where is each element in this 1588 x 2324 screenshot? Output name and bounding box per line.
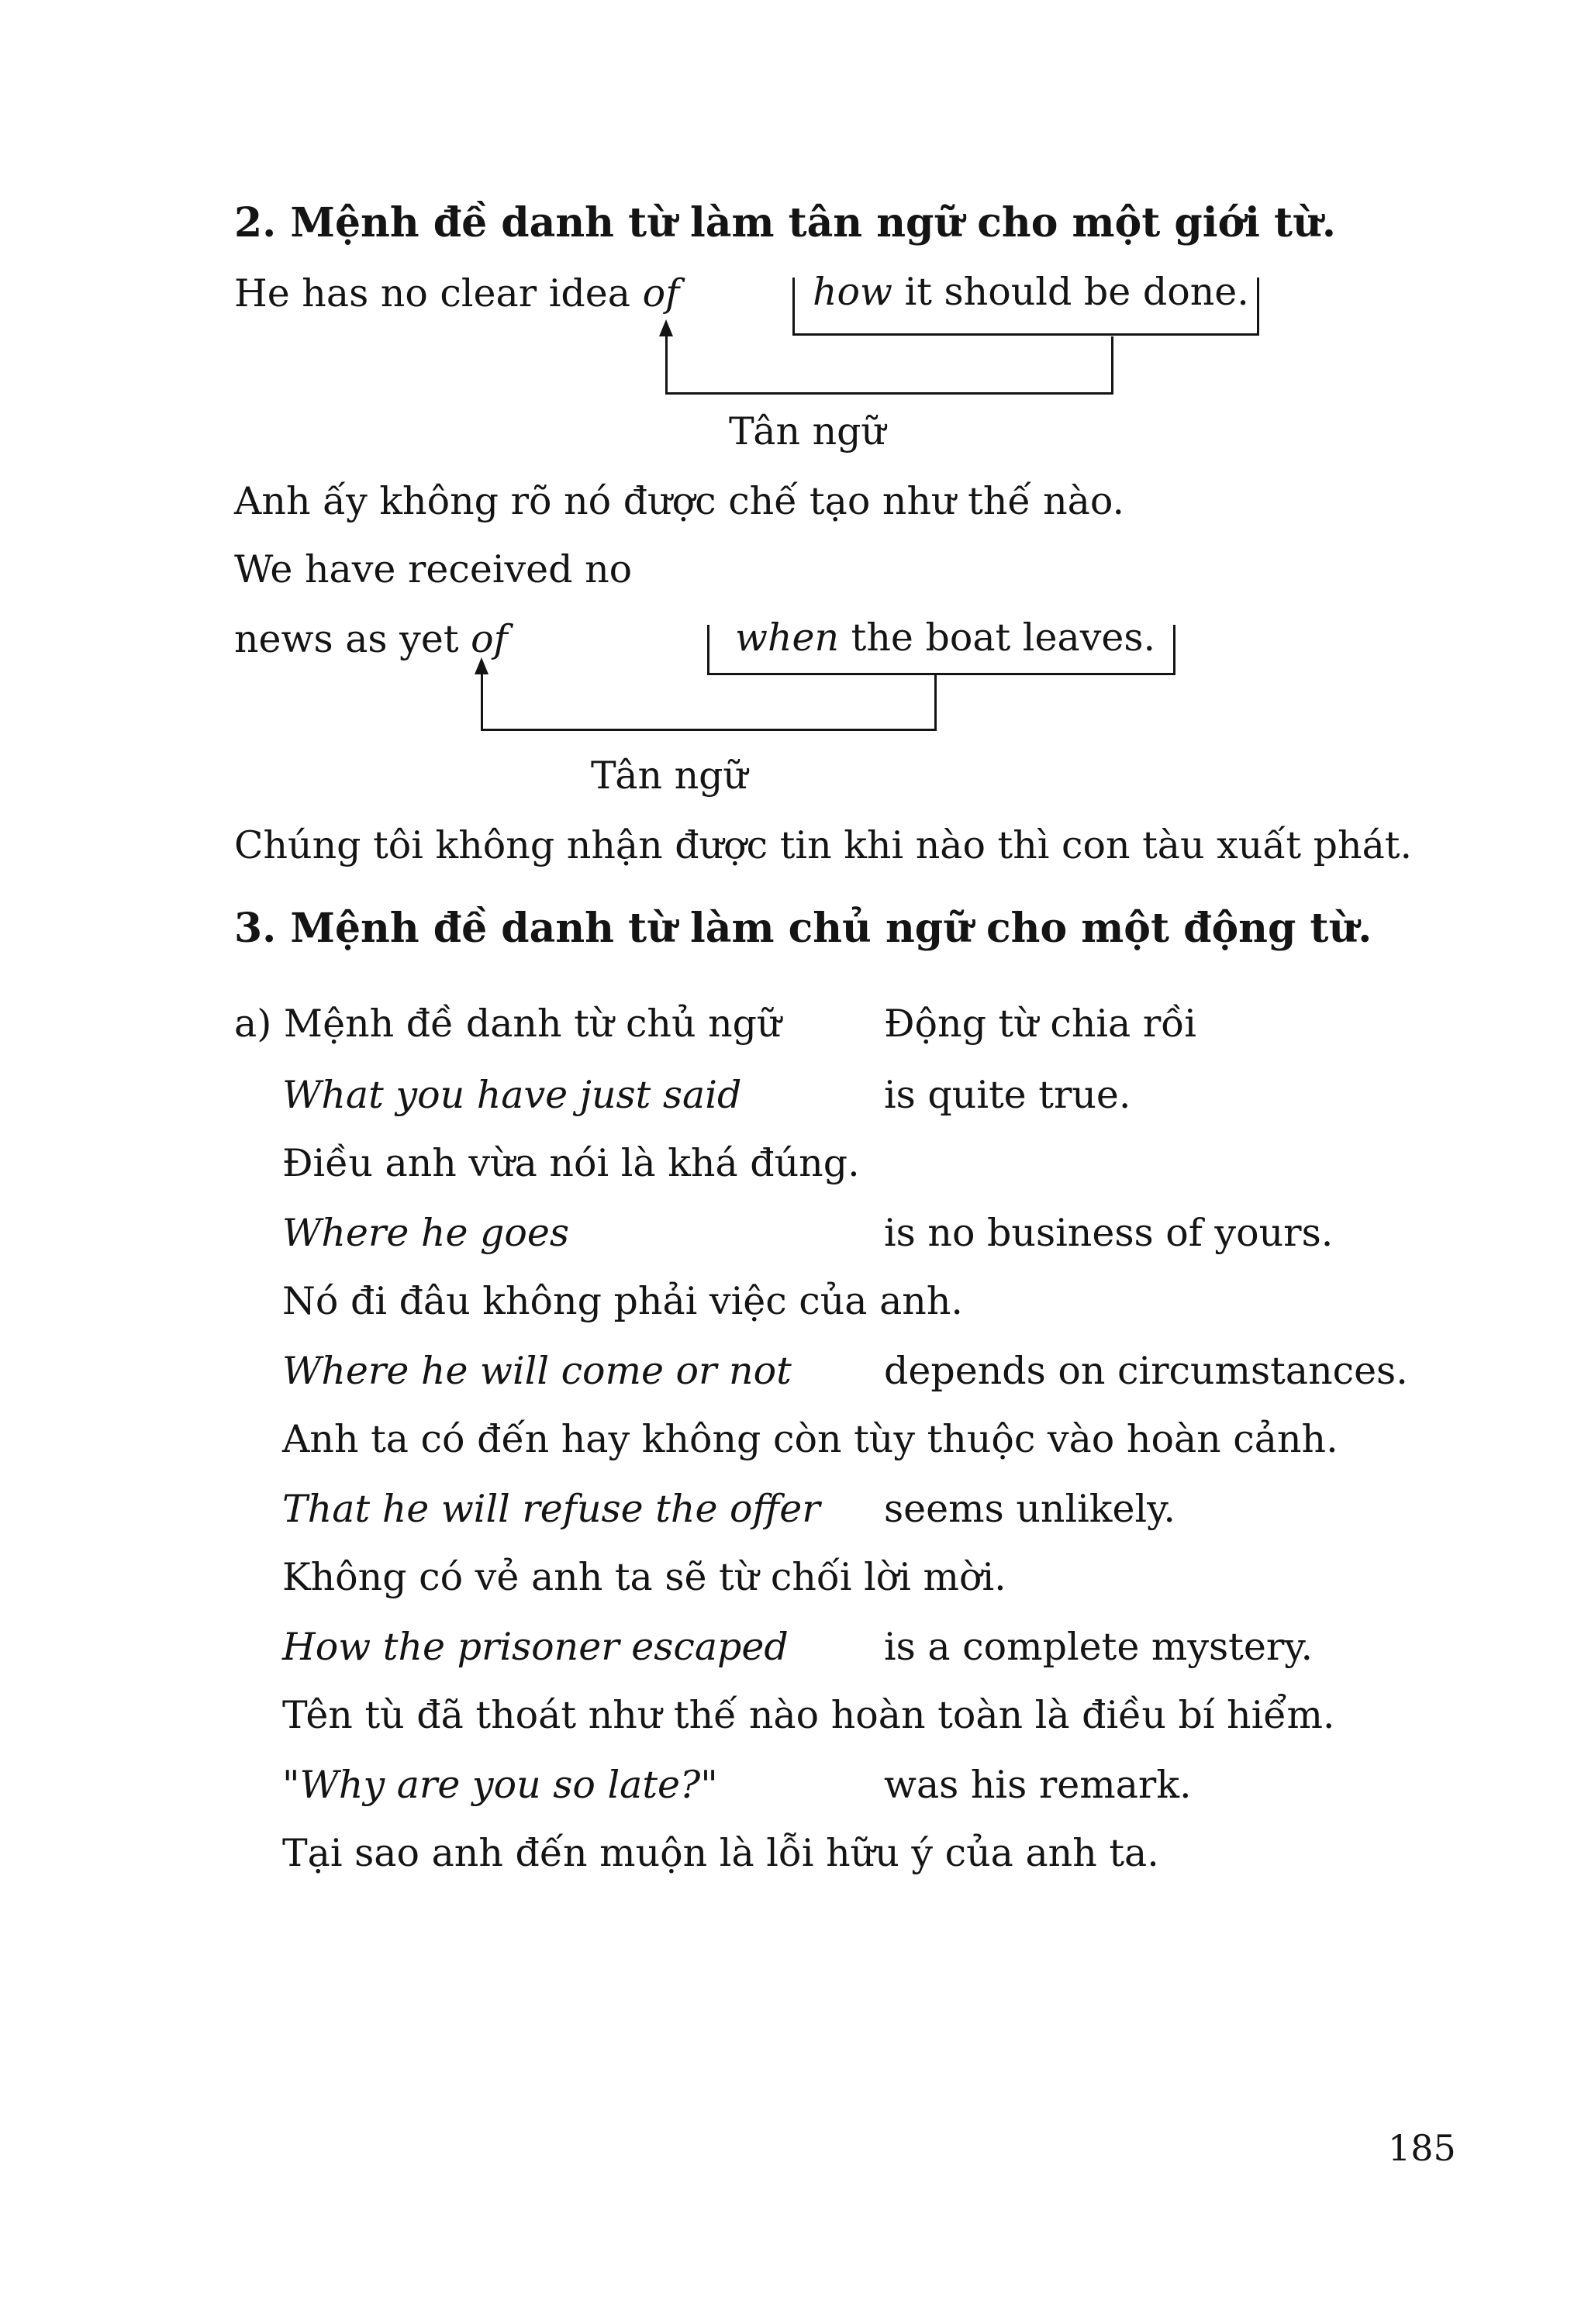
example-2-preposition: of (471, 617, 508, 661)
verb-phrase: depends on circumstances. (884, 1349, 1408, 1393)
example-2-clause-rest: the boat leaves. (839, 615, 1156, 660)
example-1-sentence (234, 271, 680, 315)
subject-clause: Where he goes (282, 1211, 570, 1255)
arrow-up-icon (475, 657, 488, 674)
row-translation: Tại sao anh đến muộn là lỗi hữu ý của anh ta. (282, 1831, 1159, 1875)
example-2-main: news as yet (234, 617, 471, 661)
section-3-heading: 3. Mệnh đề danh từ làm chủ ngữ cho một động từ. (234, 905, 1372, 952)
page-number: 185 (1388, 2127, 1456, 2169)
example-2-clause-bracket (707, 625, 1175, 675)
example-1-translation: Anh ấy không rõ nó được chế tạo như thế nào. (234, 479, 1125, 523)
column-header-verb: Động từ chia rồi (884, 1002, 1196, 1046)
row-translation: Điều anh vừa nói là khá đúng. (282, 1141, 860, 1185)
example-2-object-connector (481, 674, 937, 731)
row-translation: Không có vẻ anh ta sẽ từ chối lời mời. (282, 1555, 1006, 1599)
example-1-main: He has no clear idea (234, 271, 643, 315)
example-1-object-connector (665, 336, 1113, 395)
column-header-clause: a) Mệnh đề danh từ chủ ngữ (234, 1002, 782, 1046)
example-2-line-1: We have received no (234, 547, 633, 591)
arrow-up-icon (659, 319, 673, 336)
verb-phrase: seems unlikely. (884, 1487, 1175, 1531)
subject-clause: Where he will come or not (282, 1349, 792, 1393)
row-translation: Nó đi đâu không phải việc của anh. (282, 1279, 963, 1323)
example-1-clause-bracket (792, 278, 1259, 336)
example-2-object-label: Tân ngữ (591, 753, 748, 798)
row-translation: Anh ta có đến hay không còn tùy thuộc vào hoàn cảnh. (282, 1417, 1338, 1461)
section-2-heading: 2. Mệnh đề danh từ làm tân ngữ cho một giới từ. (234, 199, 1336, 247)
row-translation: Tên tù đã thoát như thế nào hoàn toàn là điều bí hiểm. (282, 1693, 1335, 1737)
example-1-clause-lead: how (813, 270, 893, 314)
subject-clause: How the prisoner escaped (282, 1625, 789, 1669)
example-1-object-label: Tân ngữ (729, 409, 886, 453)
verb-phrase: is a complete mystery. (884, 1625, 1314, 1669)
example-2-translation: Chúng tôi không nhận được tin khi nào thì con tàu xuất phát. (234, 823, 1413, 867)
subject-clause: "Why are you so late?" (282, 1763, 718, 1807)
example-2-clause-lead: when (735, 615, 840, 660)
subject-clause: That he will refuse the offer (282, 1487, 820, 1531)
verb-phrase: is quite true. (884, 1073, 1131, 1117)
example-1-preposition: of (642, 271, 680, 315)
subject-clause: What you have just said (282, 1073, 742, 1117)
verb-phrase: was his remark. (884, 1763, 1192, 1807)
verb-phrase: is no business of yours. (884, 1211, 1334, 1255)
example-1-clause-rest: it should be done. (892, 270, 1249, 314)
example-2-sentence (234, 617, 508, 661)
